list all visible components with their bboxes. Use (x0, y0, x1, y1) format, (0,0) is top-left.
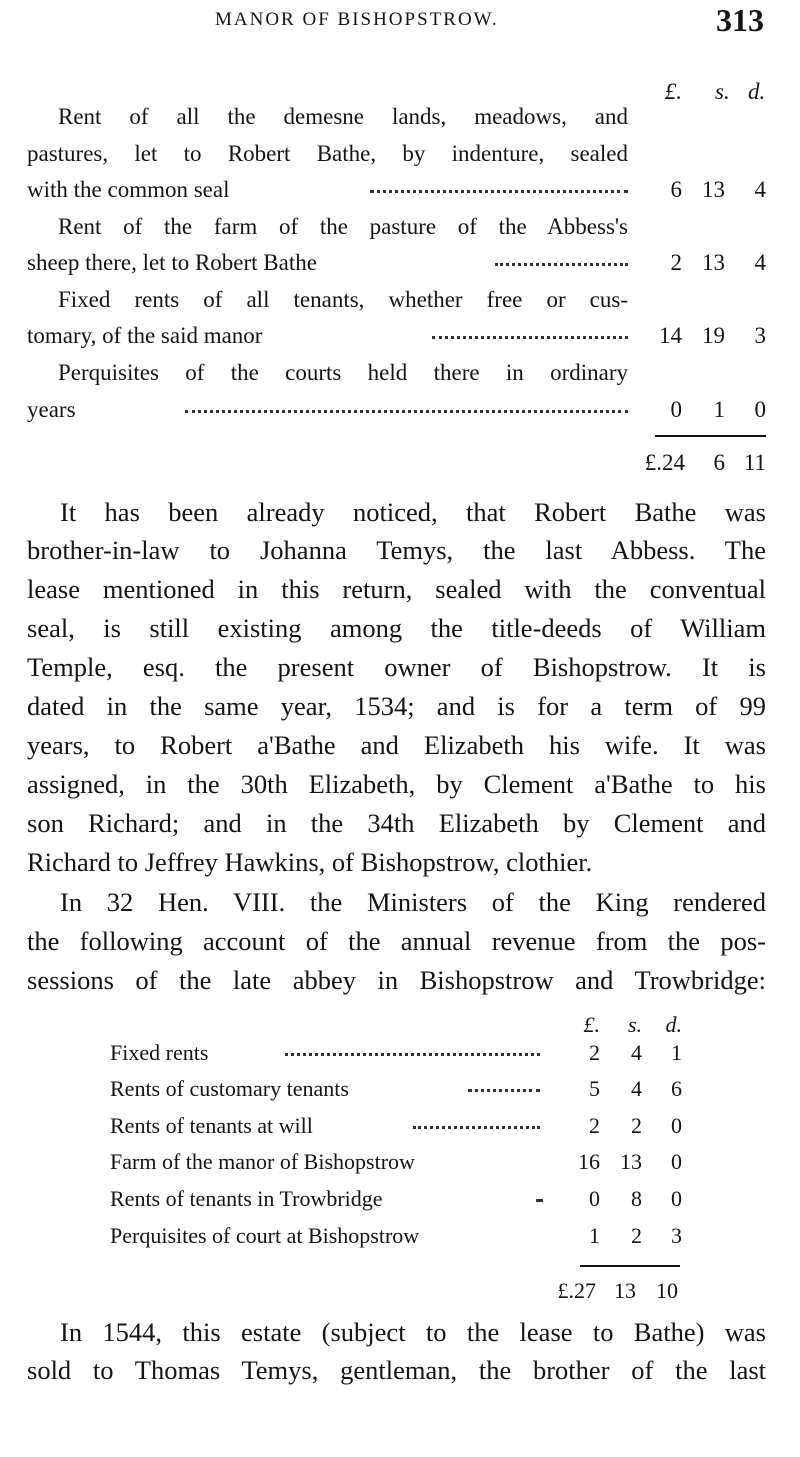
entry-line: Rent of the farm of the pasture of the Abbess's (58, 214, 628, 239)
amount-shillings: 1 (713, 397, 725, 422)
total-shillings: 6 (713, 450, 725, 475)
amount-pounds: 0 (589, 1186, 600, 1211)
amount-pounds: 16 (578, 1149, 600, 1174)
total-pounds: £.24 (644, 450, 685, 475)
entry-line: pastures, let to Robert Bathe, by indenture, sealed (27, 141, 628, 166)
entry-line: Fixed rents of all tenants, whether free or cus- (58, 287, 628, 312)
dot-leader (432, 336, 628, 339)
entry-line: with the common seal (27, 177, 230, 202)
dot-leader (285, 1053, 540, 1056)
amount-pounds: 2 (589, 1040, 600, 1065)
col-pounds: £. (664, 79, 682, 104)
text-line: the following account of the annual revenue from the pos- (27, 926, 766, 956)
text-line: years, to Robert a'Bathe and Elizabeth his wife. It was (27, 730, 766, 760)
text-line: In 1544, this estate (subject to the lease to Bathe) was (60, 1317, 766, 1347)
item-label: Farm of the manor of Bishopstrow (110, 1149, 415, 1174)
amount-pence: 0 (671, 1149, 682, 1174)
item-label: Perquisites of court at Bishopstrow (110, 1223, 420, 1248)
entry-line: sheep there, let to Robert Bathe (27, 250, 317, 275)
amount-shillings: 13 (702, 177, 725, 202)
dot-leader (185, 410, 628, 413)
dot-leader (536, 1199, 541, 1202)
col-pence: d. (748, 79, 766, 104)
amount-pence: 4 (754, 250, 766, 275)
amount-shillings: 13 (620, 1149, 642, 1174)
entry-line: Perquisites of the courts held there in ordinary (58, 360, 628, 385)
text-line: sold to Thomas Temys, gentleman, the brother of the last (27, 1355, 766, 1385)
text-line: In 32 Hen. VIII. the Ministers of the King rendered (60, 887, 766, 917)
col-shillings: s. (627, 1012, 642, 1037)
col-pounds: £. (583, 1012, 600, 1037)
total-pounds: £.27 (557, 1278, 596, 1303)
text-line: Temple, esq. the present owner of Bishopstrow. It is (27, 652, 766, 682)
amount-pence: 0 (671, 1186, 682, 1211)
text-line: son Richard; and in the 34th Elizabeth by Clement and (27, 808, 766, 838)
amount-pence: 0 (754, 397, 766, 422)
amount-shillings: 2 (631, 1223, 642, 1248)
dot-leader (370, 190, 628, 193)
text-line: sessions of the late abbey in Bishopstrow and Trowbridge: (27, 965, 766, 995)
text-line: lease mentioned in this return, sealed with the conventual (27, 574, 766, 604)
item-label: Rents of tenants in Trowbridge (110, 1186, 383, 1211)
amount-pounds: 14 (659, 323, 682, 348)
amount-pounds: 5 (589, 1076, 600, 1101)
text-line: dated in the same year, 1534; and is for a term of 99 (27, 691, 766, 721)
amount-pence: 3 (754, 323, 766, 348)
sum-rule (580, 1265, 680, 1267)
amount-pounds: 6 (670, 177, 682, 202)
amount-pounds: 0 (670, 397, 682, 422)
amount-pounds: 2 (589, 1113, 600, 1138)
amount-pence: 4 (754, 177, 766, 202)
entry-line: Rent of all the demesne lands, meadows, and (58, 104, 628, 129)
text-line: seal, is still existing among the title-deeds of William (27, 613, 766, 643)
amount-pounds: 1 (589, 1223, 600, 1248)
dot-leader (413, 1126, 540, 1129)
amount-pence: 1 (671, 1040, 682, 1065)
sum-rule (655, 435, 766, 437)
amount-pence: 3 (671, 1223, 682, 1248)
total-shillings: 13 (614, 1278, 636, 1303)
amount-shillings: 4 (631, 1040, 642, 1065)
col-shillings: s. (715, 79, 730, 104)
page-number: 313 (716, 2, 764, 38)
amount-shillings: 13 (702, 250, 725, 275)
text-line: Richard to Jeffrey Hawkins, of Bishopstrow, clothier. (27, 847, 593, 877)
running-header: MANOR OF BISHOPSTROW. (215, 9, 499, 30)
amount-shillings: 19 (702, 323, 725, 348)
item-label: Rents of tenants at will (110, 1113, 313, 1138)
dot-leader (468, 1089, 540, 1092)
entry-line: years (27, 397, 76, 422)
col-pence: d. (665, 1012, 682, 1037)
item-label: Fixed rents (110, 1040, 209, 1065)
amount-shillings: 8 (631, 1186, 642, 1211)
amount-shillings: 4 (631, 1076, 642, 1101)
amount-pounds: 2 (670, 250, 682, 275)
total-pence: 10 (656, 1278, 678, 1303)
amount-shillings: 2 (631, 1113, 642, 1138)
entry-line: tomary, of the said manor (27, 323, 263, 348)
text-line: assigned, in the 30th Elizabeth, by Clement a'Bathe to his (27, 769, 766, 799)
text-line: It has been already noticed, that Robert Bathe was (60, 497, 766, 527)
total-pence: 11 (743, 450, 766, 475)
dot-leader (495, 263, 628, 266)
amount-pence: 6 (671, 1076, 682, 1101)
text-line: brother-in-law to Johanna Temys, the last Abbess. The (27, 535, 766, 565)
amount-pence: 0 (671, 1113, 682, 1138)
item-label: Rents of customary tenants (110, 1076, 349, 1101)
